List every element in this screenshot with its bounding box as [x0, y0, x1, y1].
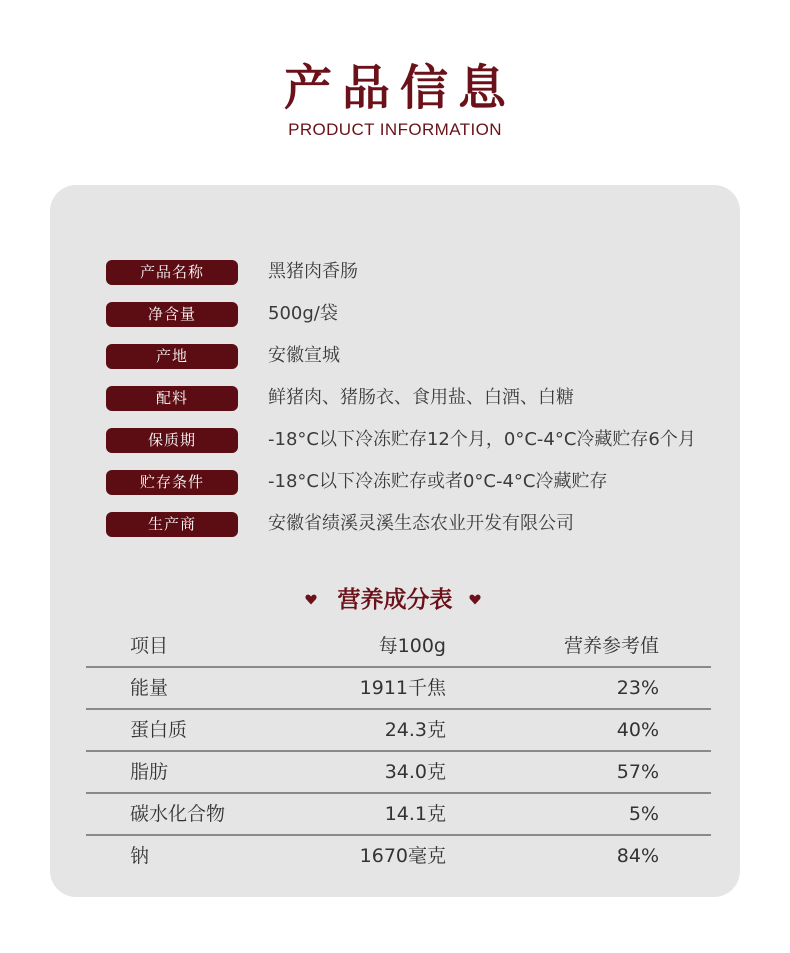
- table-divider: [86, 708, 711, 710]
- nutrient-nrv: 5%: [628, 803, 659, 825]
- table-row: [0, 757, 790, 787]
- info-row-name: [0, 260, 790, 286]
- info-label: 净含量: [106, 302, 238, 327]
- info-value: 黑猪肉香肠: [268, 261, 358, 282]
- table-row: [0, 715, 790, 745]
- nutrient-name: 钠: [130, 845, 150, 867]
- table-divider: [86, 834, 711, 836]
- info-value: 500g/袋: [268, 303, 338, 324]
- info-label: 产地: [106, 344, 238, 369]
- nutrient-name: 脂肪: [130, 761, 169, 783]
- nutrient-amount: 1911千焦: [359, 677, 446, 699]
- page-title: 产品信息: [283, 60, 516, 116]
- info-row-manufacturer: [0, 512, 790, 538]
- table-divider: [86, 792, 711, 794]
- info-label: 配料: [106, 386, 238, 411]
- info-value: -18°C以下冷冻贮存或者0°C-4°C冷藏贮存: [268, 471, 608, 492]
- nutrient-amount: 14.1克: [384, 803, 446, 825]
- info-value: 安徽省绩溪灵溪生态农业开发有限公司: [268, 513, 574, 534]
- nutrient-nrv: 57%: [616, 761, 659, 783]
- table-row: [0, 673, 790, 703]
- nutrient-name: 蛋白质: [130, 719, 188, 741]
- nutrient-nrv: 40%: [616, 719, 659, 741]
- info-row-net-weight: [0, 302, 790, 328]
- info-label: 贮存条件: [106, 470, 238, 495]
- info-label: 生产商: [106, 512, 238, 537]
- nutrient-amount: 1670毫克: [359, 845, 446, 867]
- info-label: 产品名称: [106, 260, 238, 285]
- info-card: [50, 185, 740, 897]
- heart-icon: [469, 594, 481, 605]
- nutrient-nrv: 84%: [616, 845, 659, 867]
- table-row: [0, 841, 790, 871]
- nutrition-title: 营养成分表: [337, 587, 453, 613]
- nutrient-amount: 24.3克: [384, 719, 446, 741]
- info-label: 保质期: [106, 428, 238, 453]
- info-row-origin: [0, 344, 790, 370]
- page-subtitle: PRODUCT INFORMATION: [288, 120, 502, 139]
- column-header-nrv: 营养参考值: [563, 635, 659, 657]
- table-divider: [86, 666, 711, 668]
- info-value: -18°C以下冷冻贮存12个月，0°C-4°C冷藏贮存6个月: [268, 429, 696, 450]
- nutrient-amount: 34.0克: [384, 761, 446, 783]
- table-row: [0, 799, 790, 829]
- info-value: 安徽宣城: [268, 345, 340, 366]
- column-header-per-100g: 每100g: [378, 635, 446, 657]
- table-divider: [86, 750, 711, 752]
- info-row-shelf-life: [0, 428, 790, 454]
- nutrient-name: 碳水化合物: [130, 803, 226, 825]
- info-value: 鲜猪肉、猪肠衣、食用盐、白酒、白糖: [268, 387, 574, 408]
- column-header-item: 项目: [130, 635, 169, 657]
- info-row-storage: [0, 470, 790, 496]
- nutrient-name: 能量: [130, 677, 169, 699]
- nutrition-header-row: [0, 631, 790, 661]
- nutrient-nrv: 23%: [616, 677, 659, 699]
- info-row-ingredients: [0, 386, 790, 412]
